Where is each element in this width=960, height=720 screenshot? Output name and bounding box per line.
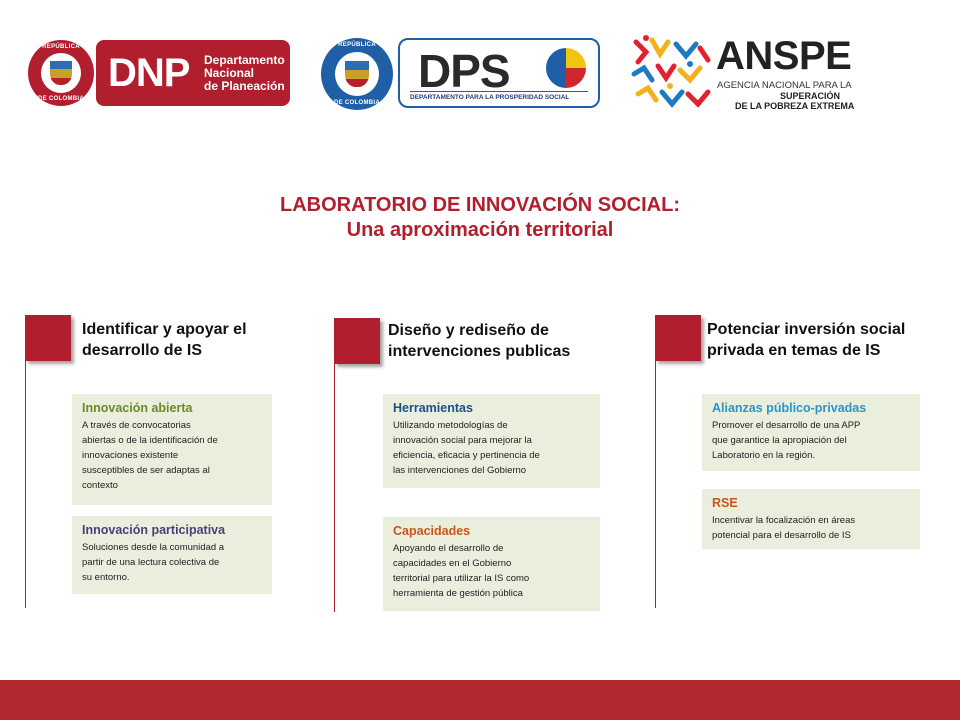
card-text-line: Apoyando el desarrollo de <box>393 543 504 554</box>
card-text-line: Laboratorio en la región. <box>712 450 815 461</box>
heading-line: Potenciar inversión social <box>707 321 906 338</box>
title-line-1: LABORATORIO DE INNOVACIÓN SOCIAL: <box>280 194 680 216</box>
dnp-seal-bottom-text: DE COLOMBIA <box>38 96 84 102</box>
column-3-marker <box>655 315 701 361</box>
card-text-line: innovación social para mejorar la <box>393 435 532 446</box>
card-herramientas <box>383 394 600 488</box>
card-alianzas-publico-privadas <box>702 394 920 471</box>
anspe-wordmark: ANSPE <box>716 34 852 78</box>
slide-title <box>0 193 960 243</box>
card-title: Capacidades <box>393 524 471 538</box>
column-1-marker <box>25 315 71 361</box>
dnp-full-name <box>204 54 285 93</box>
title-line-2: Una aproximación territorial <box>346 219 614 241</box>
anspe-figures-icon <box>630 34 712 112</box>
dps-subtitle: DEPARTAMENTO PARA LA PROSPERIDAD SOCIAL <box>410 91 588 101</box>
card-title: Innovación abierta <box>82 401 193 415</box>
card-text-line: Utilizando metodologías de <box>393 420 508 431</box>
card-text <box>82 418 262 493</box>
card-text <box>393 418 590 478</box>
card-text-line: potencial para el desarrollo de IS <box>712 530 851 541</box>
card-title: Alianzas público-privadas <box>712 401 867 415</box>
card-text-line: A través de convocatorias <box>82 420 191 431</box>
heading-line: Identificar y apoyar el <box>82 321 247 338</box>
card-title: RSE <box>712 496 738 510</box>
card-text-line: partir de una lectura colectiva de <box>82 557 220 568</box>
column-1-heading <box>82 319 292 361</box>
card-text-line: territorial para utilizar la IS como <box>393 573 530 584</box>
column-3-heading <box>707 319 952 361</box>
card-text-line: eficiencia, eficacia y pertinencia de <box>393 450 540 461</box>
card-innovacion-abierta <box>72 394 272 505</box>
card-text-line: abiertas o de la identificación de <box>82 435 218 446</box>
card-text-line: herramienta de gestión pública <box>393 588 523 599</box>
dnp-logo <box>96 40 290 106</box>
card-text-line: Incentivar la focalización en áreas <box>712 515 856 526</box>
dps-ball-icon <box>546 48 586 88</box>
dps-seal-top-text: REPÚBLICA <box>338 42 376 48</box>
anspe-tagline-2: SUPERACIÓN <box>780 91 841 101</box>
dnp-wordmark: DNP <box>108 50 190 95</box>
heading-line: desarrollo de IS <box>82 342 203 359</box>
card-text <box>393 541 590 601</box>
dps-wordmark: DPS <box>418 45 510 97</box>
card-text-line: innovaciones existente <box>82 450 179 461</box>
card-text-line: capacidades en el Gobierno <box>393 558 512 569</box>
card-rse <box>702 489 920 549</box>
dnp-name-line: de Planeación <box>204 78 285 93</box>
card-text <box>82 540 262 585</box>
card-text-line: su entorno. <box>82 572 130 583</box>
dnp-name-line: Departamento <box>204 52 285 67</box>
card-text-line: contexto <box>82 480 118 491</box>
dnp-name-line: Nacional <box>204 65 255 80</box>
dps-seal-bottom-text: DE COLOMBIA <box>334 100 380 106</box>
dnp-seal <box>28 40 94 106</box>
card-text-line: susceptibles de ser adaptas al <box>82 465 210 476</box>
column-2-marker <box>334 318 380 364</box>
coat-of-arms-icon <box>50 61 72 86</box>
heading-line: Diseño y rediseño de <box>388 322 549 339</box>
heading-line: privada en temas de IS <box>707 342 881 359</box>
card-title: Innovación participativa <box>82 523 226 537</box>
dps-seal <box>321 38 393 110</box>
card-text-line: las intervenciones del Gobierno <box>393 465 527 476</box>
column-2-heading <box>388 320 608 362</box>
card-innovacion-participativa <box>72 516 272 594</box>
card-text-line: Promover el desarrollo de una APP <box>712 420 861 431</box>
card-capacidades <box>383 517 600 611</box>
coat-of-arms-icon <box>345 61 370 88</box>
card-text <box>712 418 910 463</box>
dnp-seal-top-text: REPÚBLICA <box>42 44 80 50</box>
card-text-line: que garantice la apropiación del <box>712 435 847 446</box>
card-text <box>712 513 910 543</box>
footer-bar <box>0 680 960 720</box>
anspe-tagline-1: AGENCIA NACIONAL PARA LA <box>717 80 852 91</box>
card-text-line: Soluciones desde la comunidad a <box>82 542 225 553</box>
heading-line: intervenciones publicas <box>388 343 571 360</box>
card-title: Herramientas <box>393 401 473 415</box>
anspe-tagline-3: DE LA POBREZA EXTREMA <box>735 101 855 111</box>
dps-logo <box>398 38 600 108</box>
